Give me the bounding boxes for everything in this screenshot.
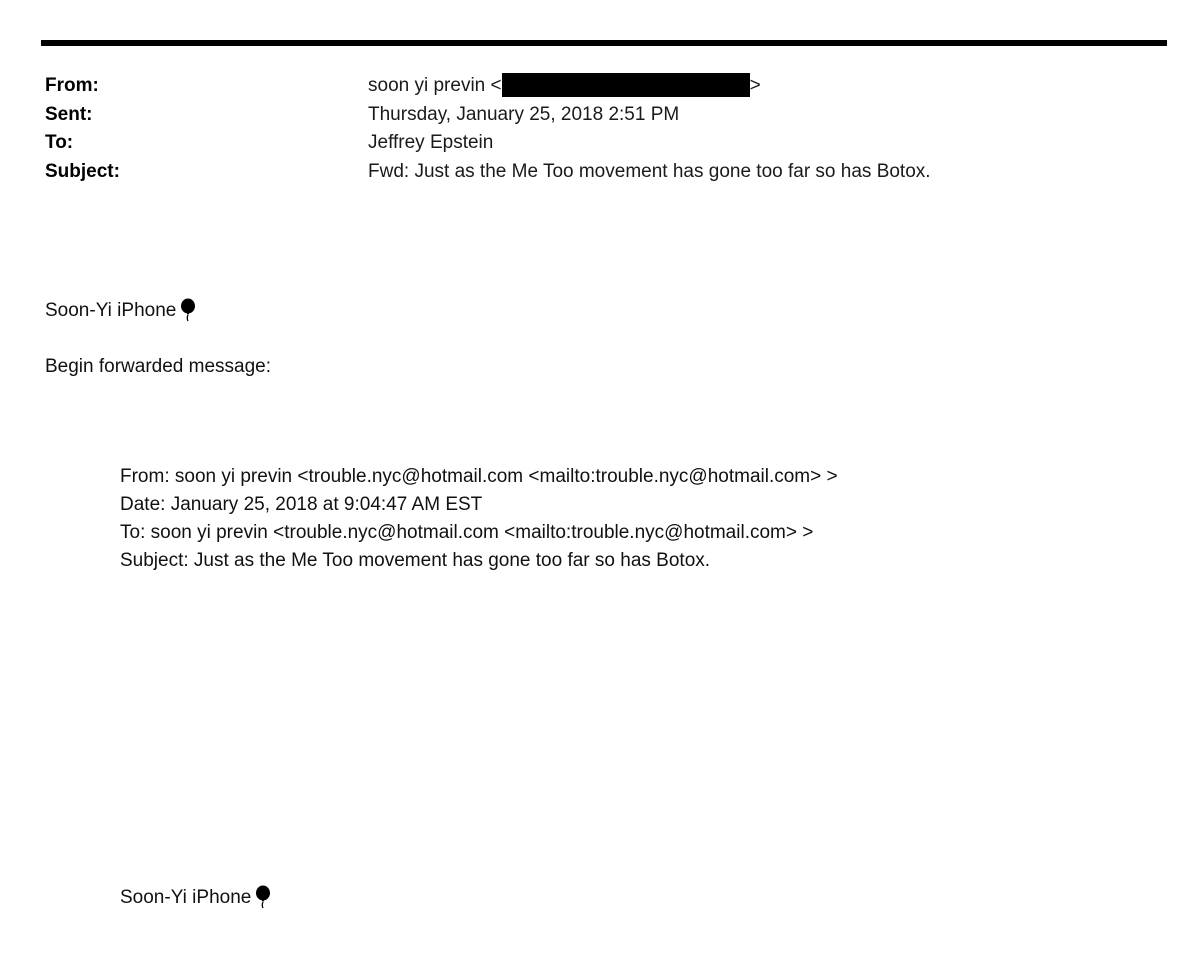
from-value-prefix: soon yi previn < — [368, 75, 502, 96]
from-value — [368, 72, 761, 101]
sent-value: Thursday, January 25, 2018 2:51 PM — [368, 103, 680, 125]
sent-label: Sent: — [45, 103, 93, 125]
to-value: Jeffrey Epstein — [368, 132, 494, 153]
header-row-from — [45, 72, 1155, 101]
signature-first — [45, 297, 196, 325]
signature-text: Soon-Yi iPhone — [120, 887, 252, 908]
forwarded-subject: Subject: Just as the Me Too movement has gone too far so has Botox. — [120, 550, 711, 571]
from-label: From: — [45, 75, 99, 96]
forwarded-from: From: soon yi previn <trouble.nyc@hotmail.com <mailto:trouble.nyc@hotmail.com> > — [120, 466, 838, 487]
email-header — [45, 72, 1155, 186]
subject-value: Fwd: Just as the Me Too movement has gone too far so has Botox. — [368, 160, 931, 182]
to-label: To: — [45, 132, 74, 153]
header-row-sent — [45, 101, 1155, 130]
from-value-suffix: > — [749, 75, 761, 96]
subject-label: Subject: — [45, 160, 120, 182]
redaction-box — [502, 73, 750, 97]
signature-second — [120, 884, 271, 912]
balloon-icon — [255, 885, 271, 909]
forwarded-header — [120, 463, 1120, 575]
header-row-subject — [45, 158, 1155, 187]
forward-intro: Begin forwarded message: — [45, 356, 272, 377]
forwarded-date: Date: January 25, 2018 at 9:04:47 AM EST — [120, 494, 483, 515]
top-rule — [41, 40, 1167, 46]
balloon-icon — [180, 298, 196, 322]
forwarded-to: To: soon yi previn <trouble.nyc@hotmail.com <mailto:trouble.nyc@hotmail.com> > — [120, 522, 814, 543]
signature-text: Soon-Yi iPhone — [45, 300, 177, 321]
header-row-to — [45, 129, 1155, 158]
